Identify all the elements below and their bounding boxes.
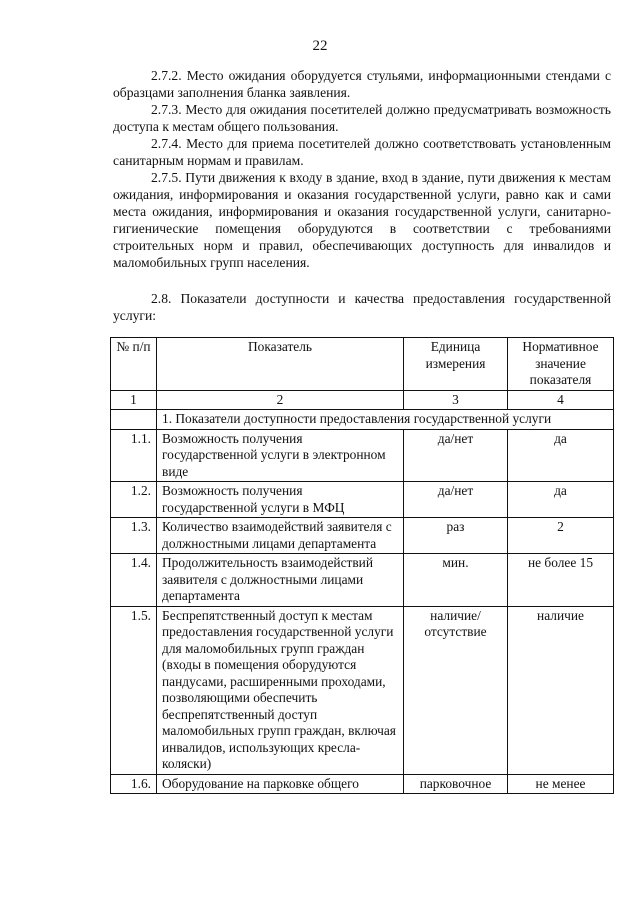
row-unit: раз — [404, 518, 508, 554]
column-number: 2 — [157, 390, 404, 410]
table-row — [111, 554, 614, 607]
row-number: 1.2. — [111, 482, 157, 518]
section-empty-cell — [111, 410, 157, 430]
row-number: 1.1. — [111, 429, 157, 482]
row-value: да — [508, 482, 614, 518]
row-unit: наличие/ отсутствие — [404, 606, 508, 774]
header-number: № п/п — [111, 338, 157, 391]
table-row — [111, 482, 614, 518]
header-value: Нормативное значение показателя — [508, 338, 614, 391]
column-number: 3 — [404, 390, 508, 410]
paragraph-2-7-2: 2.7.2. Место ожидания оборудуется стульями, информационными стендами с образцами заполнения бланка заявления. — [113, 68, 611, 100]
row-indicator: Продолжительность взаимодействий заявителя с должностными лицами департамента — [157, 554, 404, 607]
row-indicator: Количество взаимодействий заявителя с должностными лицами департамента — [157, 518, 404, 554]
row-number: 1.4. — [111, 554, 157, 607]
row-value: 2 — [508, 518, 614, 554]
row-indicator: Беспрепятственный доступ к местам предоставления государственной услуги для маломобильных групп граждан (входы в помещения оборудуются пандусами, расширенными проходами, позволяющими обеспечить беспрепятственный доступ маломобильных групп граждан, включая инвалидов, использующих кресла-коляски) — [157, 606, 404, 774]
table-row — [111, 518, 614, 554]
header-indicator: Показатель — [157, 338, 404, 391]
row-number: 1.6. — [111, 774, 157, 794]
row-number: 1.5. — [111, 606, 157, 774]
paragraph-2-8: 2.8. Показатели доступности и качества предоставления государственной услуги: — [113, 291, 611, 323]
row-value: не более 15 — [508, 554, 614, 607]
row-indicator: Возможность получения государственной услуги в электронном виде — [157, 429, 404, 482]
row-value: да — [508, 429, 614, 482]
section-title-row — [111, 410, 614, 430]
table-header-row — [111, 338, 614, 391]
row-indicator: Возможность получения государственной услуги в МФЦ — [157, 482, 404, 518]
column-number-row — [111, 390, 614, 410]
row-unit: мин. — [404, 554, 508, 607]
table-row — [111, 429, 614, 482]
paragraph-2-7-4: 2.7.4. Место для приема посетителей должно соответствовать установленным санитарным нормам и правилам. — [113, 136, 611, 168]
table-row — [111, 606, 614, 774]
row-value: не менее — [508, 774, 614, 794]
row-value: наличие — [508, 606, 614, 774]
indicators-table — [110, 337, 614, 794]
table-row — [111, 774, 614, 794]
section-title: 1. Показатели доступности предоставления государственной услуги — [157, 410, 614, 430]
page-number: 22 — [312, 38, 328, 54]
header-unit: Единица измерения — [404, 338, 508, 391]
column-number: 1 — [111, 390, 157, 410]
row-indicator: Оборудование на парковке общего — [157, 774, 404, 794]
row-number: 1.3. — [111, 518, 157, 554]
paragraph-2-7-3: 2.7.3. Место для ожидания посетителей должно предусматривать возможность доступа к местам общего пользования. — [113, 102, 611, 134]
row-unit: парковочное — [404, 774, 508, 794]
paragraph-2-7-5: 2.7.5. Пути движения к входу в здание, вход в здание, пути движения к местам ожидания, информирования и оказания государственной услуги, равно как и сами места ожидания, информирования и оказания государственной услуги, санитарно-гигиенические помещения оборудуются в соответствии с требованиями строительных норм и правил, обеспечивающих доступность для инвалидов и маломобильных групп населения. — [113, 170, 611, 270]
row-unit: да/нет — [404, 429, 508, 482]
row-unit: да/нет — [404, 482, 508, 518]
column-number: 4 — [508, 390, 614, 410]
